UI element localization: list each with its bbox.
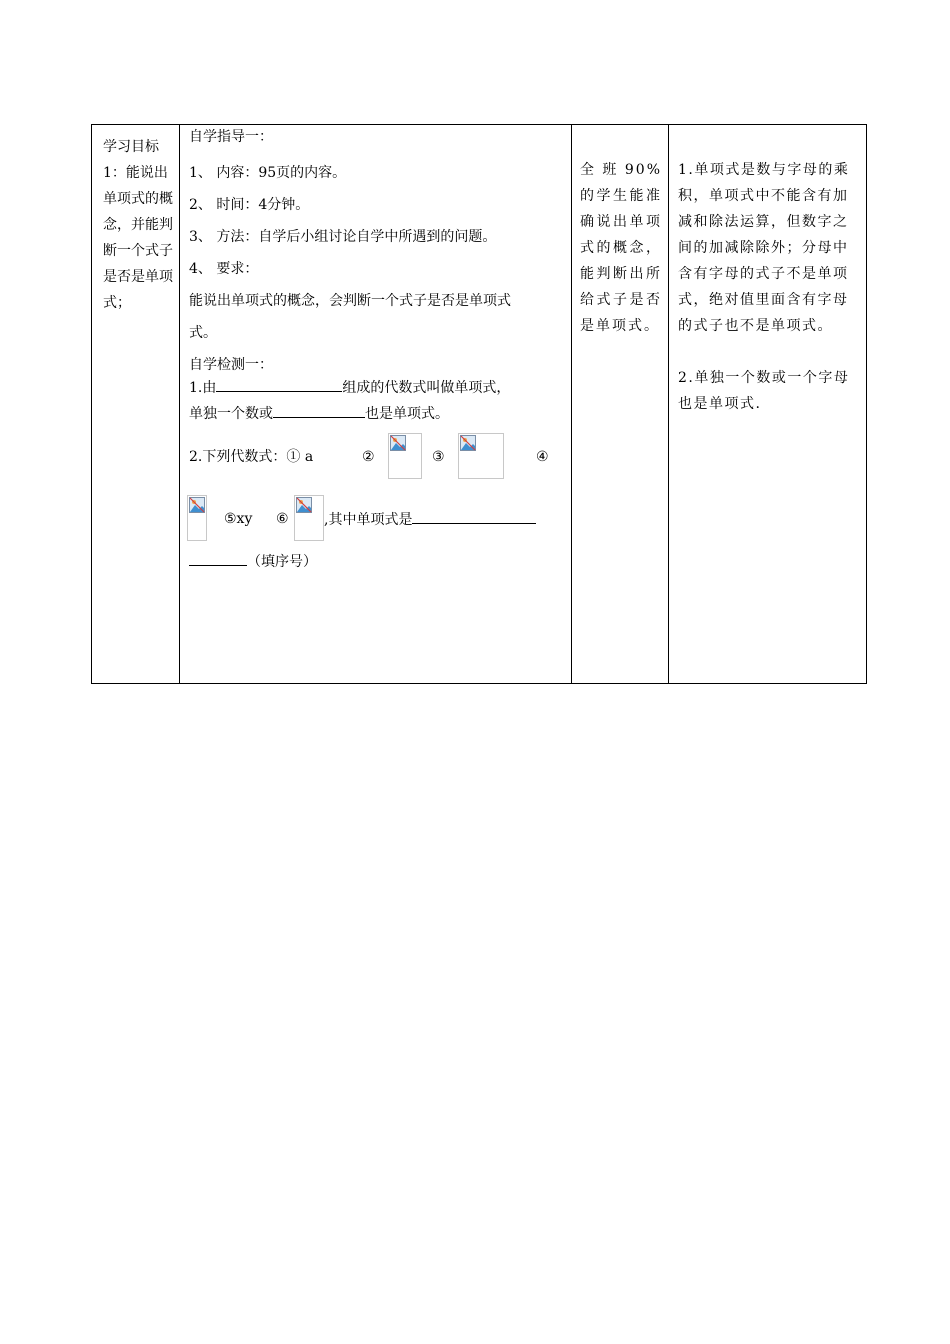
broken-image-icon xyxy=(294,495,324,541)
guidance-item-time: 2、 时间：4分钟。 xyxy=(189,197,310,213)
assessment-text: 全班90%的学生能准确说出单项式的概念，能判断出所给式子是否是单项式。 xyxy=(580,162,662,334)
note-point-2: 2.单独一个数或一个字母也是单项式. xyxy=(678,370,850,412)
q2-blank-1[interactable] xyxy=(412,509,536,524)
requirement-text-line2: 式。 xyxy=(189,325,217,341)
note-point-1: 1.单项式是数与字母的乘积，单项式中不能含有加减和除法运算，但数字之间的加减除除外；分母中含有字母的式子不是单项式，绝对值里面含有字母的式子也不是单项式。 xyxy=(678,162,850,334)
q1-prefix: 1.由 xyxy=(189,380,217,396)
q2-prefix: 2.下列代数式：① xyxy=(189,449,301,465)
q2-circle-2: ② xyxy=(362,449,375,465)
guidance-item-content: 1、 内容：95页的内容。 xyxy=(189,165,347,181)
objective-cell xyxy=(92,125,180,683)
q2-fill-line xyxy=(189,551,317,572)
q2-circle-5: ⑤xy xyxy=(224,511,253,527)
q2-suffix-line xyxy=(324,509,536,530)
q1-mid: 组成的代数式叫做单项式， xyxy=(342,380,511,396)
q1-blank-1[interactable] xyxy=(216,377,342,392)
q2-circle-3: ③ xyxy=(432,449,445,465)
guidance-item-requirement: 4、 要求： xyxy=(189,261,259,277)
question-1-line1 xyxy=(189,377,510,398)
guidance-heading: 自学指导一： xyxy=(189,129,273,145)
broken-image-icon xyxy=(458,433,504,479)
selfcheck-heading: 自学检测一： xyxy=(189,357,273,373)
q2-circle-6: ⑥ xyxy=(276,511,289,527)
objective-text: 学习目标1：能说出单项式的概念，并能判断一个式子是否是单项式； xyxy=(103,139,173,311)
question-1-line2 xyxy=(189,403,449,424)
lesson-table xyxy=(91,124,867,684)
assessment-cell xyxy=(572,125,669,683)
q2-circle-4: ④ xyxy=(536,449,549,465)
requirement-text-line1: 能说出单项式的概念，会判断一个式子是否是单项式 xyxy=(189,293,511,309)
notes-cell xyxy=(669,125,866,683)
q2-blank-2[interactable] xyxy=(189,551,247,566)
q1-line2-prefix: 单独一个数或 xyxy=(189,406,273,422)
broken-image-icon xyxy=(388,433,422,479)
q2-fill-note: （填序号） xyxy=(247,554,317,570)
q2-suffix: ,其中单项式是 xyxy=(324,512,413,528)
broken-image-icon xyxy=(187,495,207,541)
guidance-cell xyxy=(180,125,572,683)
question-2-line1 xyxy=(189,447,313,467)
notes-text xyxy=(678,157,860,417)
q1-line2-suffix: 也是单项式。 xyxy=(365,406,449,422)
q2-term-a: a xyxy=(304,449,314,465)
guidance-item-method: 3、 方法：自学后小组讨论自学中所遇到的问题。 xyxy=(189,229,497,245)
q1-blank-2[interactable] xyxy=(273,403,365,418)
